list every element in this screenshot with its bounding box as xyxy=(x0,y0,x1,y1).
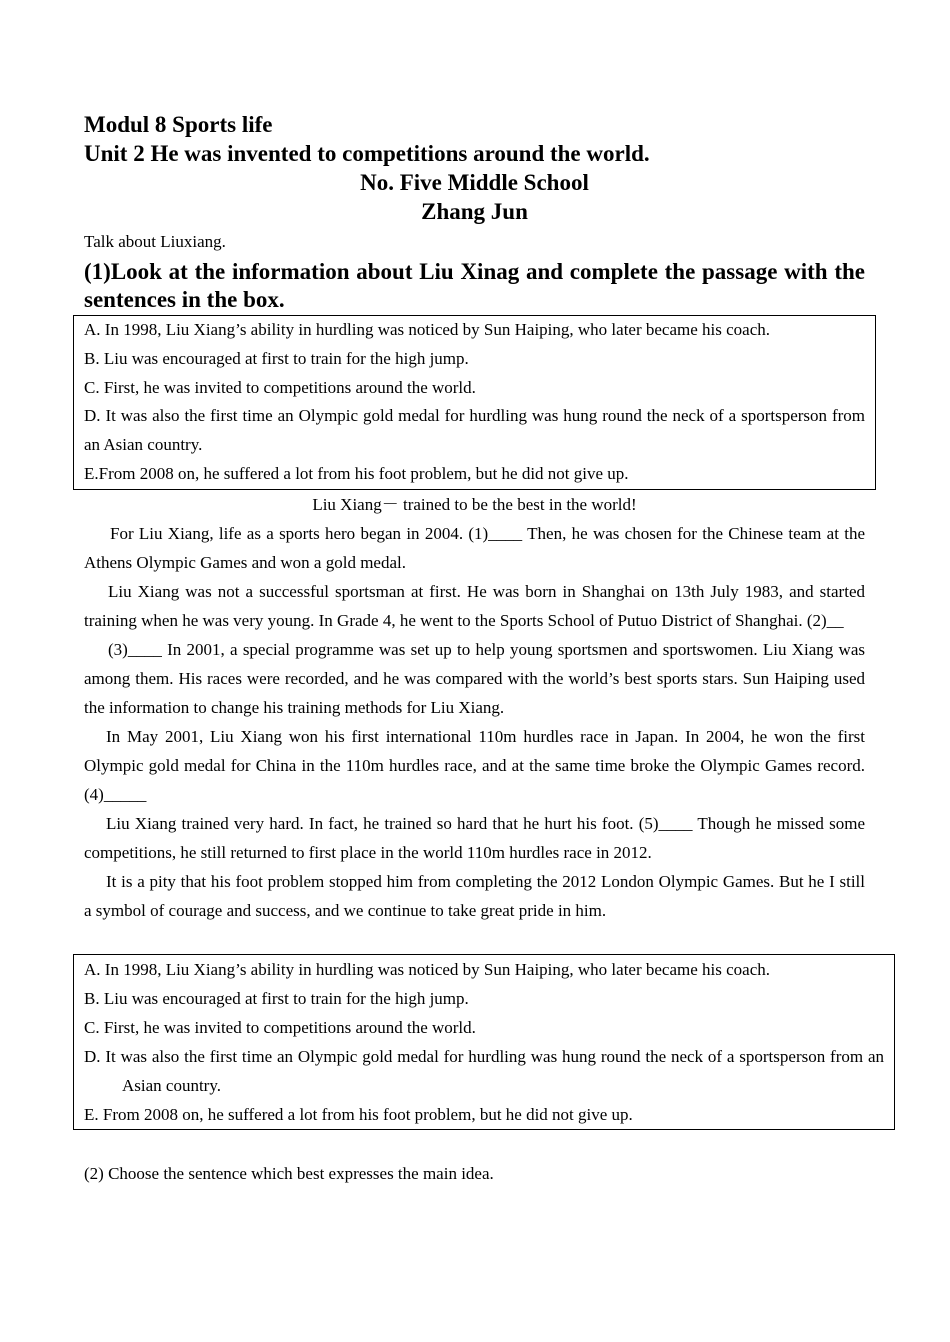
box1-option-e: E.From 2008 on, he suffered a lot from his foot problem, but he did not give up. xyxy=(84,463,629,483)
passage-paragraph-4: In May 2001, Liu Xiang won his first international 110m hurdles race in Japan. In 2004, he won the first Olympic gold medal for China in the 110m hurdles race, and at the same time broke the Olympic Games record. (4)_____ xyxy=(84,726,865,804)
box1-option-d: D. It was also the first time an Olympic gold medal for hurdling was hung round the neck of a sportsperson from an Asian country. xyxy=(84,406,865,455)
passage-paragraph-2: Liu Xiang was not a successful sportsman at first. He was born in Shanghai on 13th July 1983, and started training when he was very young. In Grade 4, he went to the Sports School of Putuo District of Shanghai. (2)__ xyxy=(84,581,865,630)
box2-option-a: A. In 1998, Liu Xiang’s ability in hurdling was noticed by Sun Haiping, who later became his coach. xyxy=(84,959,771,979)
sentence-box-2 xyxy=(73,954,895,1130)
passage-paragraph-3: (3)____ In 2001, a special programme was set up to help young sportsmen and sportswomen. Liu Xiang was among them. His races were recorded, and he was compared with the world’s best sports stars. Sun Haiping used the information to change his training methods for Liu Xiang. xyxy=(84,639,865,717)
sentence-box-1 xyxy=(73,315,876,490)
box2-option-e: E. From 2008 on, he suffered a lot from his foot problem, but he did not give up. xyxy=(84,1104,633,1124)
school-name: No. Five Middle School xyxy=(360,170,589,195)
task-2-instruction: (2) Choose the sentence which best expresses the main idea. xyxy=(84,1163,494,1183)
task-1-instruction: (1)Look at the information about Liu Xinag and complete the passage with the sentences in the box. xyxy=(84,259,865,312)
passage-paragraph-6: It is a pity that his foot problem stopped him from completing the 2012 London Olympic Games. But he I still a symbol of courage and success, and we continue to take great pride in him. xyxy=(84,871,865,920)
document-page xyxy=(84,110,884,1188)
box2-option-c: C. First, he was invited to competitions around the world. xyxy=(84,1017,476,1037)
passage-paragraph-1: For Liu Xiang, life as a sports hero began in 2004. (1)____ Then, he was chosen for the Chinese team at the Athens Olympic Games and won a gold medal. xyxy=(84,523,865,572)
intro-text: Talk about Liuxiang. xyxy=(84,232,226,251)
unit-title: Unit 2 He was invented to competitions around the world. xyxy=(84,141,650,166)
module-title: Modul 8 Sports life xyxy=(84,112,273,137)
box1-option-b: B. Liu was encouraged at first to train for the high jump. xyxy=(84,348,469,368)
box1-option-c: C. First, he was invited to competitions around the world. xyxy=(84,377,476,397)
box1-option-a: A. In 1998, Liu Xiang’s ability in hurdling was noticed by Sun Haiping, who later became his coach. xyxy=(84,320,771,339)
passage-paragraph-5: Liu Xiang trained very hard. In fact, he trained so hard that he hurt his foot. (5)____ Though he missed some competitions, he still returned to first place in the world 110m hurdles race in 2012. xyxy=(84,813,865,862)
box2-option-b: B. Liu was encouraged at first to train for the high jump. xyxy=(84,988,469,1008)
passage-title: Liu Xiang－ trained to be the best in the world! xyxy=(312,494,637,514)
box2-option-d: D. It was also the first time an Olympic gold medal for hurdling was hung round the neck of a sportsperson from an Asian country. xyxy=(84,1046,884,1095)
author-name: Zhang Jun xyxy=(421,199,528,224)
